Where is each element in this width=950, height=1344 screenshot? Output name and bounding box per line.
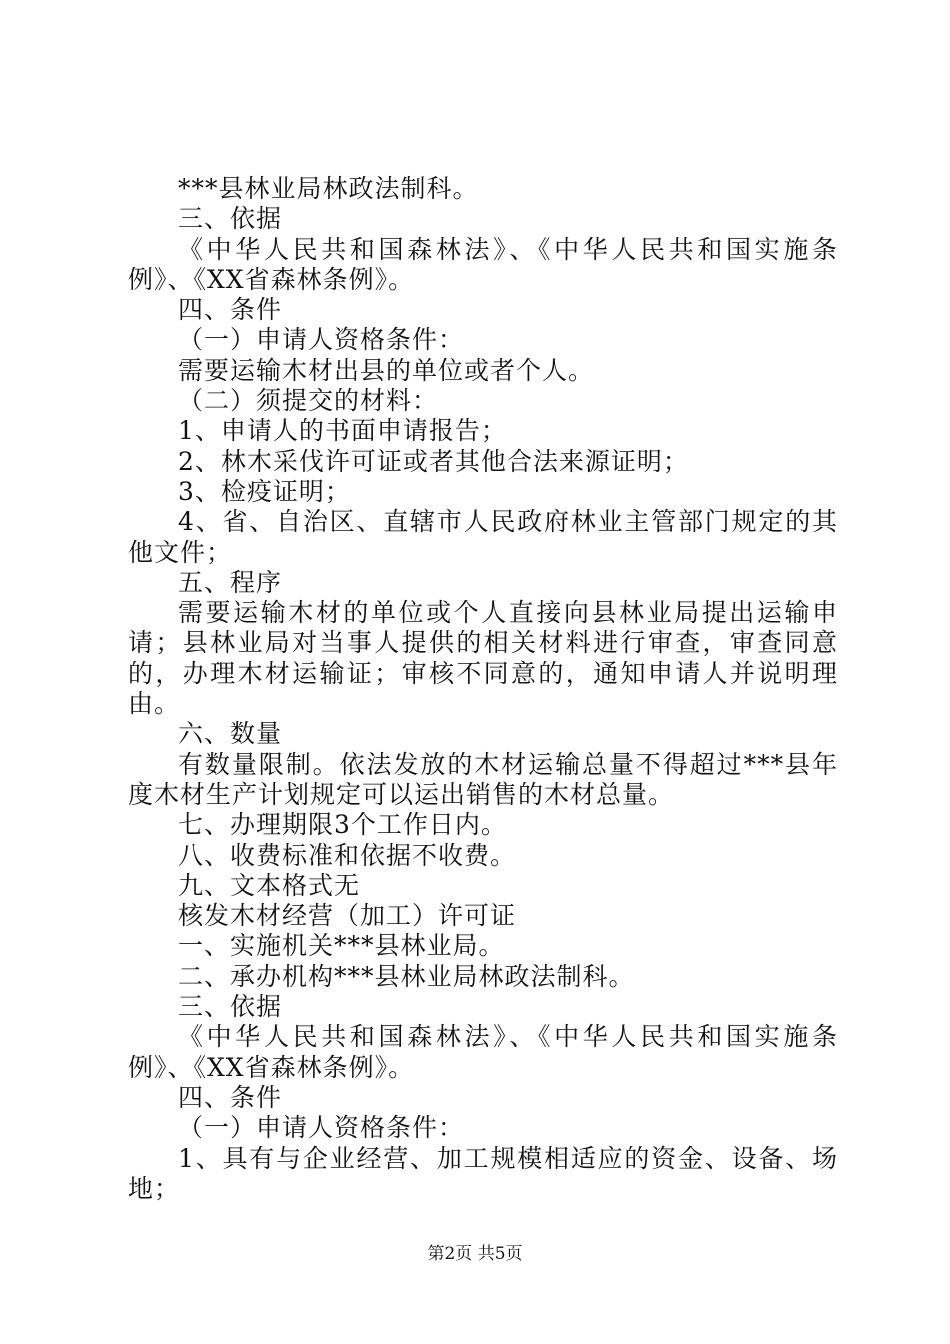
section-heading: 四、条件 — [178, 295, 283, 325]
section-heading: 六、数量 — [178, 719, 283, 749]
paragraph: ***县林业局林政法制科。 — [178, 174, 479, 203]
subsection-heading: （二）须提交的材料： — [178, 386, 439, 416]
paragraph: 需要运输木材出县的单位或者个人。 — [178, 355, 595, 385]
subsection-heading: （一）申请人资格条件： — [178, 1113, 465, 1143]
paragraph: 一、实施机关***县林业局。 — [178, 931, 505, 961]
page-number-label: 第2页 共5页 — [427, 1244, 523, 1264]
section-heading: 三、依据 — [178, 204, 283, 234]
paragraph: 《中华人民共和国森林法》、《中华人民共和国实施条例》、《XX省森林条例》。 — [128, 1022, 838, 1082]
paragraph: 《中华人民共和国森林法》、《中华人民共和国实施条例》、《XX省森林条例》。 — [128, 234, 838, 294]
paragraph: 需要运输木材的单位或个人直接向县林业局提出运输申请；县林业局对当事人提供的相关材料进行审查，审查同意的，办理木材运输证；审核不同意的，通知申请人并说明理由。 — [128, 598, 838, 719]
item-title: 核发木材经营（加工）许可证 — [178, 901, 517, 931]
section-heading: 五、程序 — [178, 567, 283, 597]
section-heading: 四、条件 — [178, 1082, 283, 1112]
paragraph: 有数量限制。依法发放的木材运输总量不得超过***县年度木材生产计划规定可以运出销售的木材总量。 — [128, 749, 838, 809]
list-item: 2、林木采伐许可证或者其他合法来源证明； — [178, 446, 689, 476]
document-body — [128, 174, 838, 1204]
paragraph: 九、文本格式无 — [178, 870, 361, 900]
list-item: 1、具有与企业经营、加工规模相适应的资金、设备、场地； — [128, 1143, 838, 1203]
paragraph: 七、办理期限3个工作日内。 — [178, 810, 507, 840]
subsection-heading: （一）申请人资格条件： — [178, 325, 465, 355]
page-footer — [0, 1243, 950, 1265]
list-item: 3、检疫证明； — [178, 476, 351, 506]
paragraph: 二、承办机构***县林业局林政法制科。 — [178, 961, 635, 991]
list-item: 4、省、自治区、直辖市人民政府林业主管部门规定的其他文件； — [128, 507, 838, 567]
section-heading: 三、依据 — [178, 992, 283, 1022]
list-item: 1、申请人的书面申请报告； — [178, 416, 507, 446]
paragraph: 八、收费标准和依据不收费。 — [178, 840, 517, 870]
